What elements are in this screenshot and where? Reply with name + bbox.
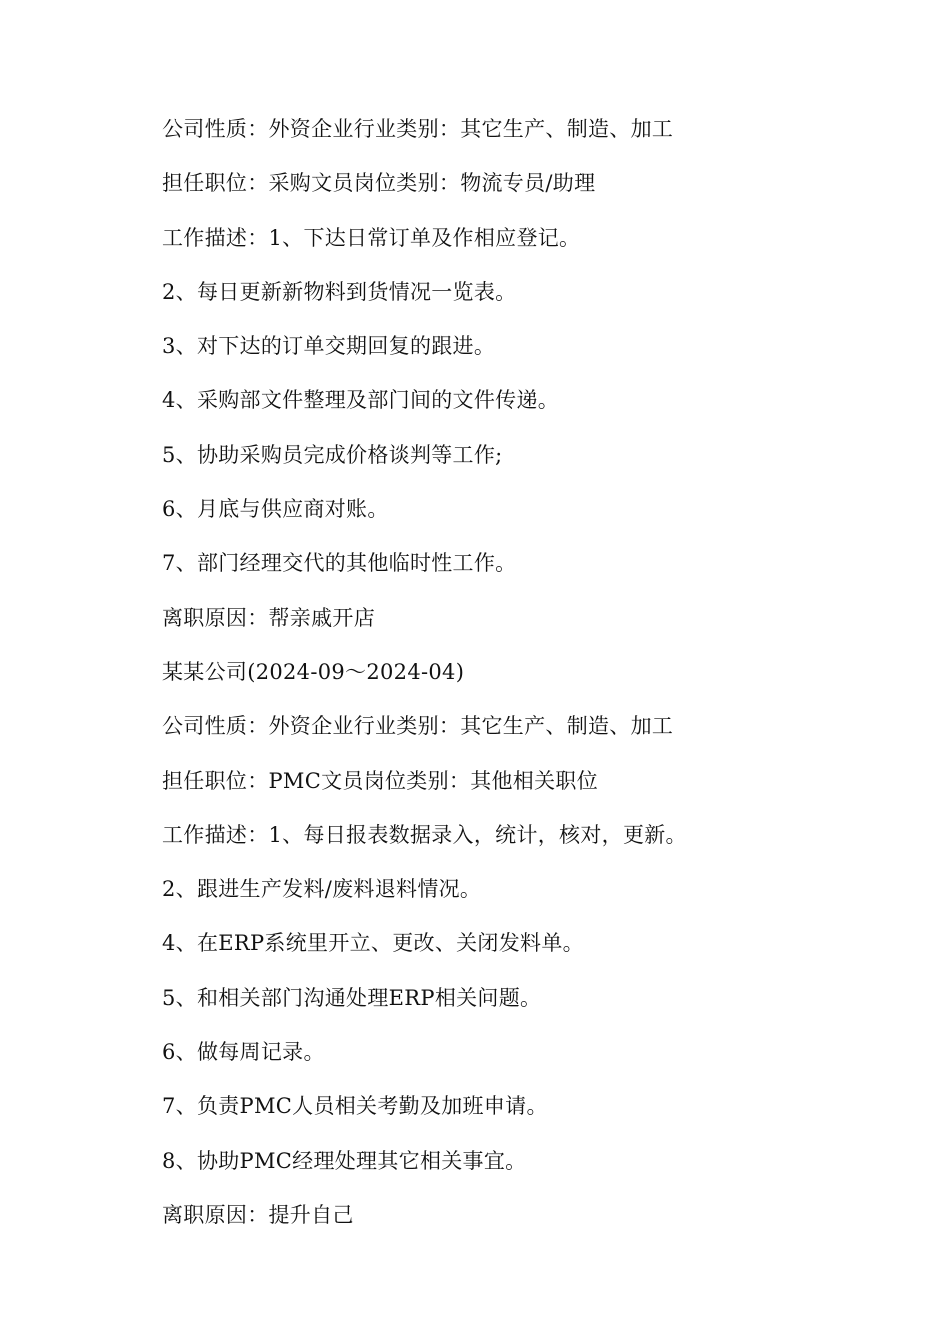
duty-item: 7、负责PMC人员相关考勤及加班申请。 bbox=[162, 1094, 548, 1119]
position-line-2: 担任职位：PMC文员岗位类别：其他相关职位 bbox=[162, 768, 598, 793]
leaving-reason-line-1: 离职原因：帮亲戚开店 bbox=[162, 605, 375, 630]
job-description-line-1: 工作描述：1、下达日常订单及作相应登记。 bbox=[162, 225, 581, 250]
duty-item: 5、和相关部门沟通处理ERP相关问题。 bbox=[162, 985, 542, 1010]
duty-item: 7、部门经理交代的其他临时性工作。 bbox=[162, 551, 517, 576]
duty-item: 6、月底与供应商对账。 bbox=[162, 497, 389, 522]
duty-item: 3、对下达的订单交期回复的跟进。 bbox=[162, 334, 496, 359]
duty-item: 2、每日更新新物料到货情况一览表。 bbox=[162, 279, 517, 304]
job-description-line-2: 工作描述：1、每日报表数据录入，统计，核对，更新。 bbox=[162, 822, 687, 847]
position-line-1: 担任职位：采购文员岗位类别：物流专员/助理 bbox=[162, 171, 596, 196]
company-heading: 某某公司(2024-09～2024-04) bbox=[162, 659, 465, 684]
leaving-reason-line-2: 离职原因：提升自己 bbox=[162, 1202, 354, 1227]
document-body bbox=[162, 112, 862, 1252]
company-nature-line-1: 公司性质：外资企业行业类别：其它生产、制造、加工 bbox=[162, 117, 674, 141]
duty-item: 6、做每周记录。 bbox=[162, 1040, 325, 1065]
duty-item: 2、跟进生产发料/废料退料情况。 bbox=[162, 877, 482, 902]
duty-item: 5、协助采购员完成价格谈判等工作; bbox=[162, 442, 503, 467]
company-nature-line-2: 公司性质：外资企业行业类别：其它生产、制造、加工 bbox=[162, 714, 674, 739]
duty-item: 4、采购部文件整理及部门间的文件传递。 bbox=[162, 388, 560, 413]
duty-item: 4、在ERP系统里开立、更改、关闭发料单。 bbox=[162, 931, 584, 956]
duty-item: 8、协助PMC经理处理其它相关事宜。 bbox=[162, 1148, 527, 1173]
